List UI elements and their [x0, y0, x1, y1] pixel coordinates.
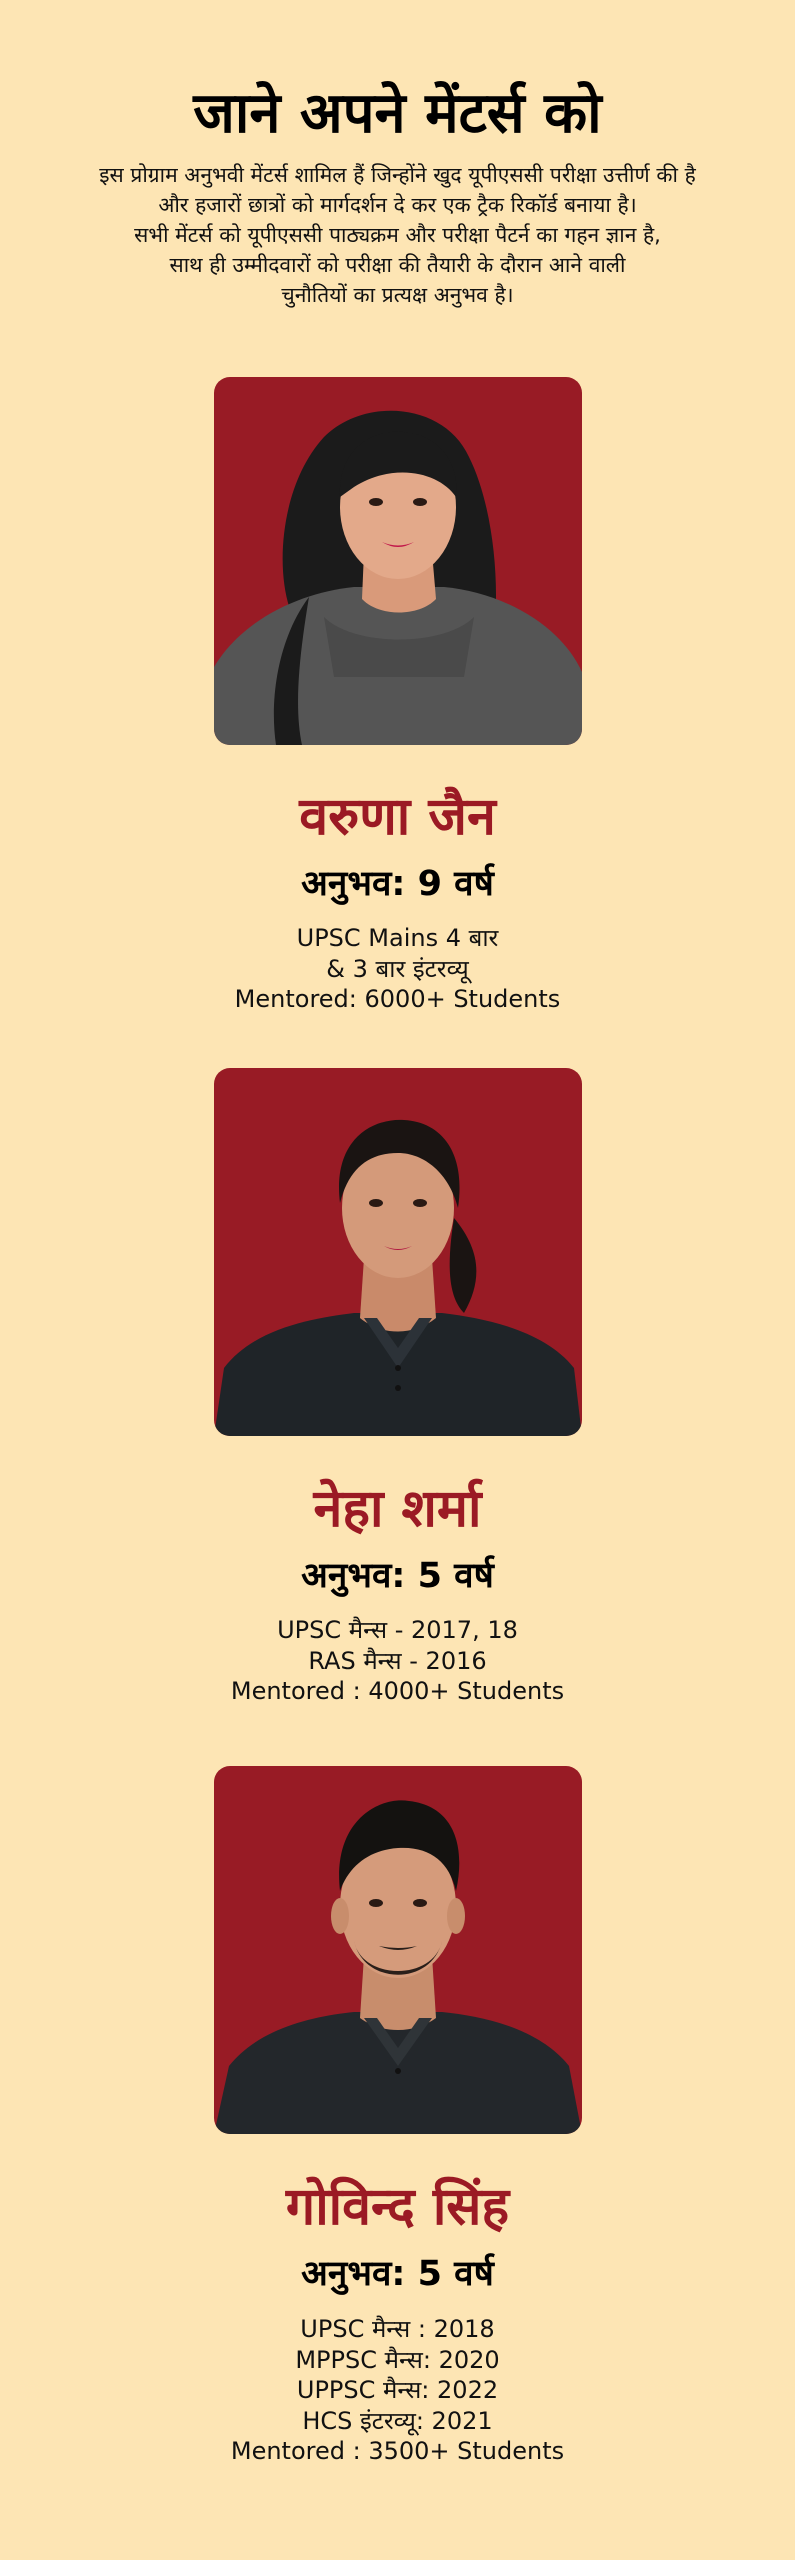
page-title: जाने अपने मेंटर्स को	[193, 81, 602, 146]
mentor-name: वरुणा जैन	[299, 787, 496, 847]
mentor-experience: अनुभव: 9 वर्ष	[301, 864, 494, 904]
mentor-portrait-image	[214, 1068, 582, 1436]
mentor-details	[0, 923, 795, 1015]
intro-text	[0, 160, 795, 310]
mentor-name: नेहा शर्मा	[313, 1479, 482, 1539]
intro-line: साथ ही उम्मीदवारों को परीक्षा की तैयारी के दौरान आने वाली	[169, 253, 626, 277]
detail-line: UPSC मैन्स - 2017, 18	[277, 1616, 518, 1644]
detail-line: UPPSC मैन्स: 2022	[296, 2376, 499, 2404]
mentor-details	[0, 2314, 795, 2467]
intro-line: और हजारों छात्रों को मार्गदर्शन दे कर एक ट्रैक रिकॉर्ड बनाया है।	[158, 193, 637, 217]
intro-line: चुनौतियों का प्रत्यक्ष अनुभव है।	[281, 283, 514, 307]
detail-line: HCS इंटरव्यू: 2021	[302, 2406, 493, 2435]
mentor-photo	[214, 1068, 582, 1436]
mentor-photo	[214, 377, 582, 745]
detail-line: Mentored : 4000+ Students	[230, 1677, 565, 1705]
detail-line: Mentored : 3500+ Students	[230, 2437, 565, 2465]
detail-line: UPSC मैन्स : 2018	[300, 2315, 495, 2343]
detail-line: UPSC Mains 4 बार	[296, 924, 499, 952]
detail-line: & 3 बार इंटरव्यू	[326, 954, 469, 983]
mentor-portrait-image	[214, 377, 582, 745]
mentor-portrait-image	[214, 1766, 582, 2134]
detail-line: RAS मैन्स - 2016	[308, 1646, 487, 1675]
mentor-experience: अनुभव: 5 वर्ष	[301, 1556, 494, 1596]
detail-line: Mentored: 6000+ Students	[234, 985, 561, 1013]
intro-line: सभी मेंटर्स को यूपीएससी पाठ्यक्रम और परीक्षा पैटर्न का गहन ज्ञान है,	[134, 223, 661, 247]
mentor-experience: अनुभव: 5 वर्ष	[301, 2254, 494, 2294]
detail-line: MPPSC मैन्स: 2020	[295, 2345, 500, 2374]
mentor-details	[0, 1615, 795, 1707]
mentor-name: गोविन्द सिंह	[285, 2177, 510, 2237]
intro-line: इस प्रोग्राम अनुभवी मेंटर्स शामिल हैं जिन्होंने खुद यूपीएससी परीक्षा उत्तीर्ण की है	[99, 163, 696, 187]
mentor-photo	[214, 1766, 582, 2134]
